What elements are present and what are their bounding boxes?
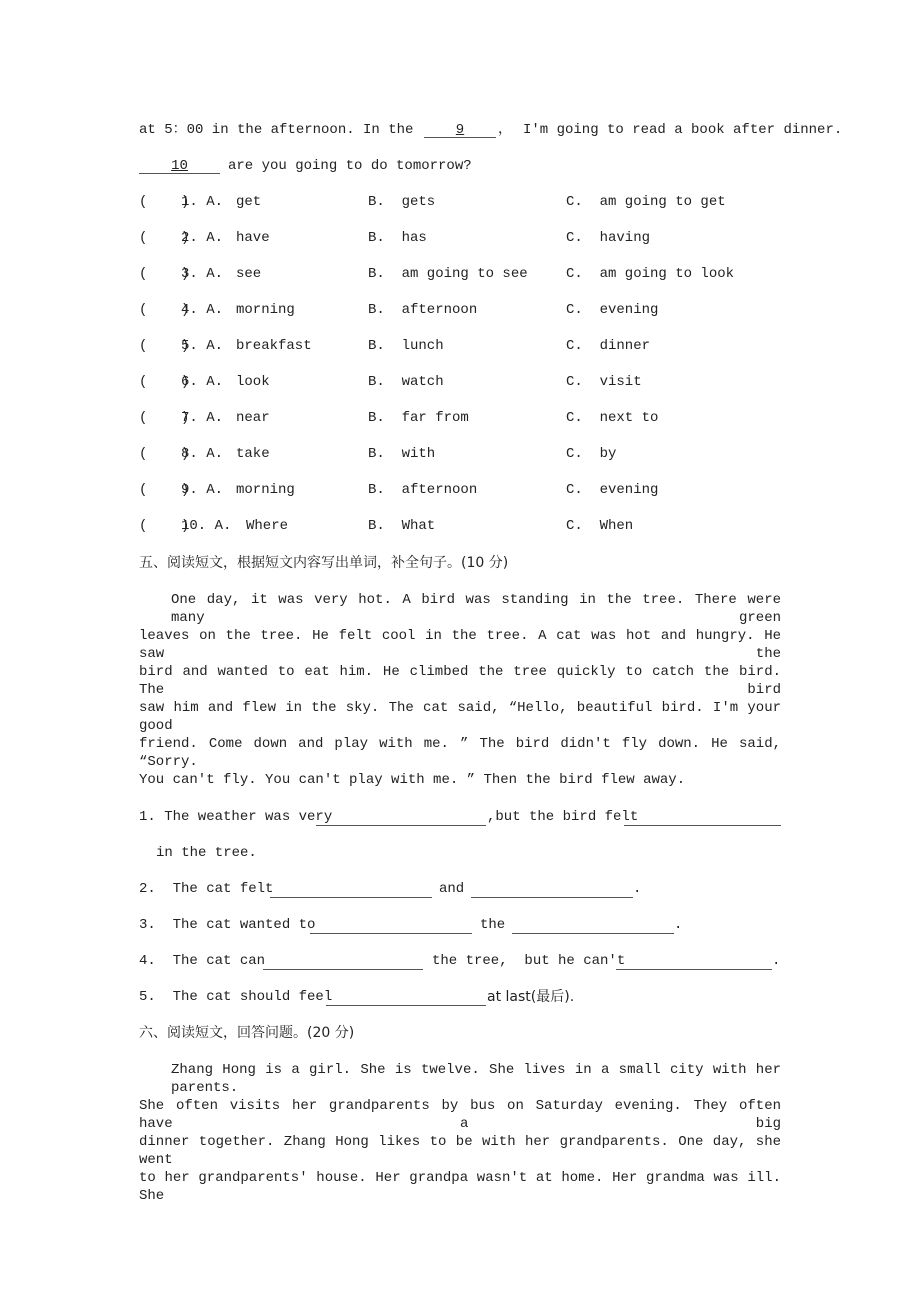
option-a: take <box>236 446 270 462</box>
option-c: C. When <box>566 518 634 534</box>
answer-blank[interactable] <box>471 897 633 898</box>
option-b: B. afternoon <box>368 482 478 498</box>
option-a: get <box>236 194 262 210</box>
option-num: 5. A. <box>181 338 224 354</box>
question-text: 1. The weather was very <box>139 809 333 825</box>
option-a: morning <box>236 302 295 318</box>
question-text: the tree, but he can't <box>432 953 626 969</box>
option-b: B. has <box>368 230 427 246</box>
passage-line: dinner together. Zhang Hong likes to be with her grandparents. One day, she went <box>139 1134 781 1168</box>
answer-blank[interactable] <box>512 933 674 934</box>
option-b: B. afternoon <box>368 302 478 318</box>
question-text: ,but the bird felt <box>487 809 639 825</box>
option-a: near <box>236 410 270 426</box>
option-paren[interactable]: ( ) <box>139 410 190 426</box>
question-text: 3. The cat wanted to <box>139 917 316 933</box>
cloze-text: are you going to do tomorrow? <box>228 158 472 174</box>
passage-line: You can't fly. You can't play with me. ” Then the bird flew away. <box>139 772 686 788</box>
option-b: B. lunch <box>368 338 444 354</box>
option-paren[interactable]: ( ) <box>139 230 190 246</box>
option-c: C. evening <box>566 482 659 498</box>
question-text: the <box>480 917 506 933</box>
cloze-text: ， <box>498 122 512 138</box>
option-c: C. dinner <box>566 338 651 354</box>
cloze-text: I'm going to read a book after dinner. <box>523 122 843 138</box>
question-text: 2. The cat felt <box>139 881 274 897</box>
answer-blank[interactable] <box>310 933 472 934</box>
option-paren[interactable]: ( ) <box>139 266 190 282</box>
question-text: in the tree. <box>156 845 257 861</box>
passage-line: One day, it was very hot. A bird was standing in the tree. There were many green <box>171 592 781 626</box>
option-b: B. gets <box>368 194 436 210</box>
option-num: 1. A. <box>181 194 224 210</box>
passage-line: Zhang Hong is a girl. She is twelve. She lives in a small city with her parents. <box>171 1062 781 1096</box>
answer-blank[interactable] <box>263 969 423 970</box>
option-num: 2. A. <box>181 230 224 246</box>
passage-line: friend. Come down and play with me. ” The bird didn't fly down. He said, “Sorry. <box>139 736 781 770</box>
option-c: C. by <box>566 446 617 462</box>
option-num: 10. A. <box>181 518 232 534</box>
option-c: C. evening <box>566 302 659 318</box>
option-c: C. next to <box>566 410 659 426</box>
option-b: B. far from <box>368 410 469 426</box>
section-heading: 五、阅读短文，根据短文内容写出单词，补全句子。(10 分) <box>139 555 509 571</box>
question-text: and <box>439 881 465 897</box>
option-paren[interactable]: ( ) <box>139 518 190 534</box>
option-b: B. What <box>368 518 436 534</box>
blank-10-label: 10 <box>171 158 188 174</box>
option-b: B. with <box>368 446 436 462</box>
question-text: . <box>772 953 781 969</box>
option-paren[interactable]: ( ) <box>139 446 190 462</box>
option-num: 3. A. <box>181 266 224 282</box>
answer-blank[interactable] <box>316 825 486 826</box>
answer-blank[interactable] <box>270 897 432 898</box>
option-c: C. am going to get <box>566 194 726 210</box>
option-a: have <box>236 230 270 246</box>
question-text: at last(最后). <box>487 989 575 1005</box>
option-c: C. am going to look <box>566 266 735 282</box>
option-num: 7. A. <box>181 410 224 426</box>
passage-line: bird and wanted to eat him. He climbed the tree quickly to catch the bird. The bird <box>139 664 781 698</box>
answer-blank[interactable] <box>326 1005 486 1006</box>
option-b: B. am going to see <box>368 266 528 282</box>
passage-line: saw him and flew in the sky. The cat said, “Hello, beautiful bird. I'm your good <box>139 700 781 734</box>
option-paren[interactable]: ( ) <box>139 338 190 354</box>
section-heading: 六、阅读短文，回答问题。(20 分) <box>139 1025 355 1041</box>
option-paren[interactable]: ( ) <box>139 374 190 390</box>
question-text: . <box>674 917 683 933</box>
option-a: Where <box>246 518 289 534</box>
passage-line: leaves on the tree. He felt cool in the tree. A cat was hot and hungry. He saw the <box>139 628 781 662</box>
answer-blank[interactable] <box>616 969 772 970</box>
question-text: 4. The cat can <box>139 953 266 969</box>
question-text: 5. The cat should feel <box>139 989 333 1005</box>
blank-9-label: 9 <box>455 122 465 138</box>
question-text: . <box>633 881 642 897</box>
option-paren[interactable]: ( ) <box>139 302 190 318</box>
option-num: 8. A. <box>181 446 224 462</box>
option-a: morning <box>236 482 295 498</box>
option-num: 6. A. <box>181 374 224 390</box>
passage-line: She often visits her grandparents by bus on Saturday evening. They often have a big <box>139 1098 781 1132</box>
option-c: C. visit <box>566 374 642 390</box>
option-num: 4. A. <box>181 302 224 318</box>
option-a: breakfast <box>236 338 312 354</box>
option-b: B. watch <box>368 374 444 390</box>
option-paren[interactable]: ( ) <box>139 194 190 210</box>
answer-blank[interactable] <box>624 825 781 826</box>
passage-line: to her grandparents' house. Her grandpa wasn't at home. Her grandma was ill. She <box>139 1170 781 1204</box>
option-paren[interactable]: ( ) <box>139 482 190 498</box>
cloze-text: at 5：00 in the afternoon. In the <box>139 122 414 138</box>
option-a: look <box>236 374 270 390</box>
option-c: C. having <box>566 230 651 246</box>
option-num: 9. A. <box>181 482 224 498</box>
option-a: see <box>236 266 262 282</box>
